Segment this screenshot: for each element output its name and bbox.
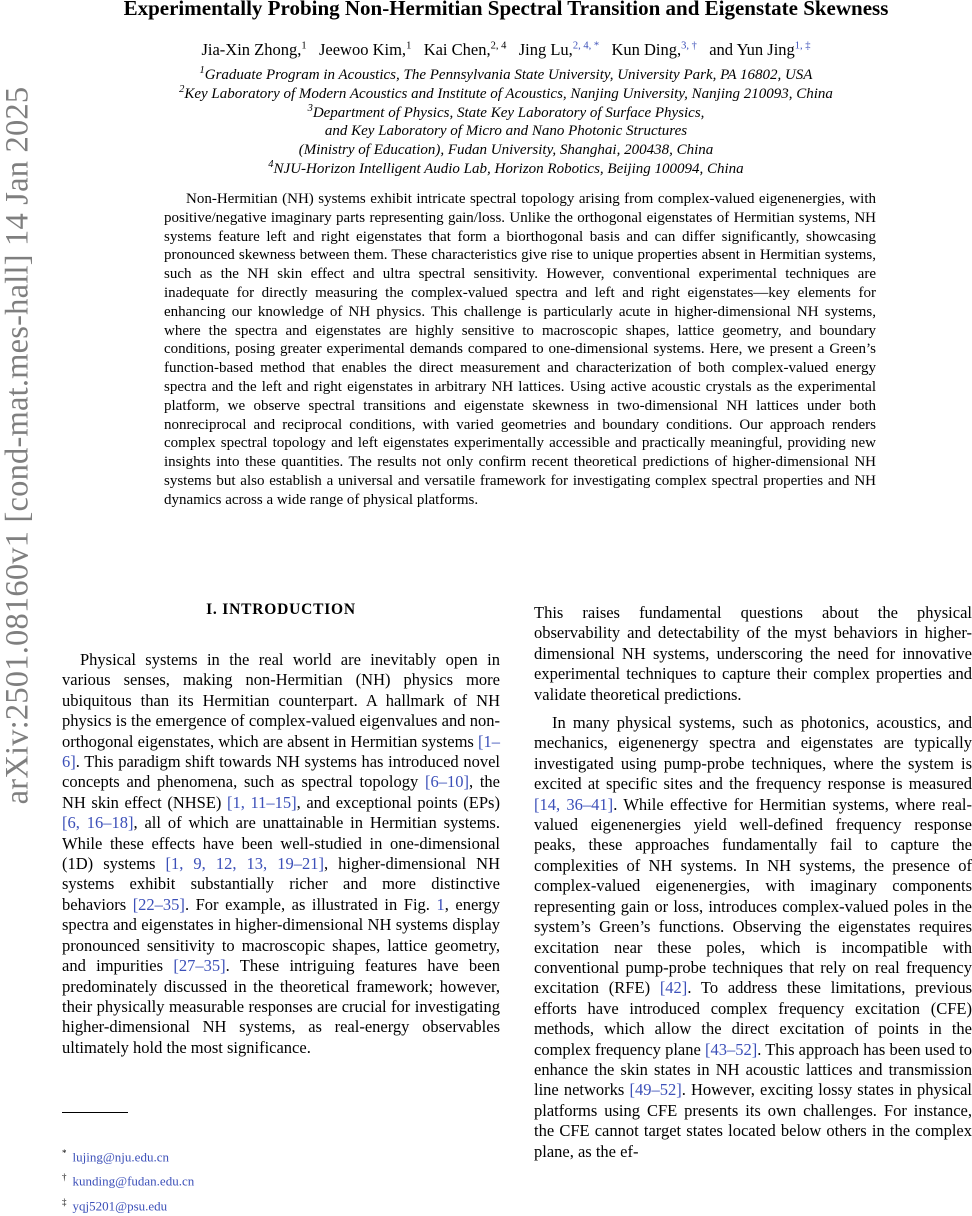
citation-link[interactable]: [49–52] xyxy=(629,1080,682,1100)
email-link[interactable]: yqj5201@psu.edu xyxy=(72,1197,168,1213)
affiliation: $^3$Department of Physics, State Key Laboratory of Surface Physics, xyxy=(307,102,705,121)
text-run: . While effective for Hermitian systems, where real-valued eigenenergies yield well-defined frequency response peaks, these approaches fundamentally fail to capture the complexities of NH systems. In NH systems, the presence of complex-valued eigenenergies, with imaginary components representing gain or loss, introduces complex-valued poles in the system’s Green’s functions. Observing the eigenstates requires excitation near these poles, which is incompatible with conventional pump-probe techniques that rely on real frequency excitation (RFE) xyxy=(534,794,972,998)
author: and Yun Jing$^{1, \ddagger}$ xyxy=(709,40,811,59)
citation-link[interactable]: [42] xyxy=(659,978,688,998)
footnote: † kunding@fudan.edu.cn xyxy=(62,1172,195,1189)
footnote-divider xyxy=(62,1112,128,1113)
text-run: , energy spectra and eigenstates in higher-dimensional NH systems display pronounced sensitivity to macroscopic shapes, lattice geometry, and impurities xyxy=(62,894,500,976)
email-link[interactable]: kunding@fudan.edu.cn xyxy=(72,1173,195,1189)
affiliation: and Key Laboratory of Micro and Nano Photonic Structures xyxy=(324,123,688,140)
affiliation: $^2$Key Laboratory of Modern Acoustics and Institute of Acoustics, Nanjing University, Nanjing 210093, China xyxy=(179,83,833,102)
text-run: , higher-dimensional NH systems exhibit substantially richer and more distinctive behaviors xyxy=(62,854,500,914)
footnote-mark-link[interactable]: 3, † xyxy=(681,40,697,52)
footnote: * lujing@nju.edu.cn xyxy=(62,1148,169,1165)
citation-link[interactable]: 1 xyxy=(436,894,445,914)
abstract: Non-Hermitian (NH) systems exhibit intricate spectral topology arising from complex-valued eigenenergies, with positive/negative imaginary parts representing gain/loss. Unlike the orthogonal eigenstates of Hermitian systems, NH systems feature left and right eigenstates that form a biorthogonal basis and can differ significantly, showcasing pronounced skewness between them. These characteristics give rise to unique properties absent in Hermitian systems, such as the NH skin effect and ultra spectral sensitivity. However, conventional experimental techniques are inadequate for directly measuring the complex-valued spectra and left and right eigenstates—key elements for enhancing our knowledge of NH physics. This challenge is particularly acute in higher-dimensional NH systems, where the spectra and eigenstates are highly sensitive to macroscopic shapes, lattice geometry, and boundary conditions, posing greater experimental demands compared to one-dimensional systems. Here, we present a Green’s function-based method that enables the direct measurement and characterization of both complex-valued energy spectra and the left and right eigenstates in arbitrary NH lattices. Using active acoustic crystals as the experimental platform, we observe spectral transitions and eigenstate skewness in two-dimensional NH lattices under both nonreciprocal and reciprocal conditions, with varied geometries and boundary conditions. Our approach renders complex spectral topology and left eigenstates experimentally accessible and practically meaningful, providing new insights into these quantities. The results not only confirm recent theoretical predictions of higher-dimensional NH systems but also establish a universal and versatile framework for investigating complex spectral properties and NH dynamics across a wide range of physical platforms. xyxy=(164,191,876,508)
author: Kun Ding,$^{3, \dagger}$ xyxy=(611,40,697,59)
arxiv-stamp-text: arXiv:2501.08160v1 [cond-mat.mes-hall] 14 Jan 2025 xyxy=(0,86,36,804)
citation-link[interactable]: [22–35] xyxy=(132,894,185,914)
text-run: . For example, as illustrated in Fig. xyxy=(184,894,437,914)
text-run: . These intriguing features have been predominately discussed in the theoretical framework; however, their physically measurable responses are crucial for investigating higher-dimensional NH systems, as real-energy observables ultimately hold the most significance. xyxy=(62,956,500,1057)
text-run: , the NH skin effect (NHSE) xyxy=(62,772,500,812)
section-heading: I. INTRODUCTION xyxy=(206,601,356,618)
left-column xyxy=(62,600,500,1066)
right-column xyxy=(534,603,972,1170)
citation-link[interactable]: [14, 36–41] xyxy=(534,794,614,814)
author: Jia-Xin Zhong,$^1$ xyxy=(201,40,307,59)
text-run: . However, exciting lossy states in physical platforms using CFE presents its own challenges. For instance, the CFE cannot target states located below others in the complex plane, as the ef- xyxy=(534,1080,972,1161)
citation-link[interactable]: [6–10] xyxy=(424,772,469,792)
citation-link[interactable]: [1, 11–15] xyxy=(227,792,297,812)
footnote: ‡ yqj5201@psu.edu xyxy=(62,1196,168,1213)
body-paragraph xyxy=(534,713,972,1162)
affiliation: (Ministry of Education), Fudan University, Shanghai, 200438, China xyxy=(298,142,714,159)
affiliation: $^1$Graduate Program in Acoustics, The Pennsylvania State University, University Park, PA 16802, USA xyxy=(199,65,813,83)
author-list xyxy=(40,38,972,62)
text-run: . To address these limitations, previous efforts have introduced complex frequency excitation (CFE) methods, which allow the direct excitation of points in the complex frequency plane xyxy=(534,978,972,1059)
affiliation-block xyxy=(40,66,972,179)
text-run: . This approach has been used to enhance the skin states in NH acoustic lattices and transmission line networks xyxy=(534,1039,972,1100)
text-run: , and exceptional points (EPs) xyxy=(296,792,500,812)
citation-link[interactable]: [1, 9, 12, 13, 19–21] xyxy=(165,854,324,874)
citation-link[interactable]: [43–52] xyxy=(704,1039,758,1059)
text-run: In many physical systems, such as photonics, acoustics, and mechanics, eigenenergy spectra and eigenstates are typically investigated using pump-probe techniques, where the system is excited at specific sites and the frequency response is measured xyxy=(534,713,972,794)
author: Kai Chen,$^{2, 4}$ xyxy=(423,40,507,59)
text-run: . This paradigm shift towards NH systems has introduced novel concepts and phenomena, such as spectral topology xyxy=(62,752,500,792)
author: Jing Lu,$^{2, 4, *}$ xyxy=(518,40,600,59)
text-run: , all of which are unattainable in Hermitian systems. While these effects have been well-studied in one-dimensional (1D) systems xyxy=(62,813,500,874)
email-link[interactable]: lujing@nju.edu.cn xyxy=(72,1149,169,1165)
paper-title: Experimentally Probing Non-Hermitian Spectral Transition and Eigenstate Skewness xyxy=(123,0,889,20)
citation-link[interactable]: [6, 16–18] xyxy=(62,813,134,833)
arxiv-identifier-stamp xyxy=(0,86,36,804)
footnote-mark-link[interactable]: 1, ‡ xyxy=(794,40,811,52)
body-paragraph: This raises fundamental questions about the physical observability and detectability of the myst behaviors in higher-dimensional NH systems, underscoring the need for innovative experimental techniques to capture their complex properties and validate theoretical predictions. xyxy=(534,603,972,704)
text-run: Physical systems in the real world are inevitably open in various senses, making non-Hermitian (NH) physics more ubiquitous than its Hermitian counterpart. A hallmark of NH physics is the emergence of complex-valued eigenvalues and non-orthogonal eigenstates, which are absent in Hermitian systems xyxy=(62,650,500,751)
footnote-mark-link[interactable]: 2, 4, * xyxy=(572,40,600,52)
intro-paragraph xyxy=(62,650,500,1058)
footnotes xyxy=(62,1143,362,1216)
citation-link[interactable]: [27–35] xyxy=(173,956,226,976)
author: Jeewoo Kim,$^1$ xyxy=(318,40,412,59)
affiliation: $^4$NJU-Horizon Intelligent Audio Lab, Horizon Robotics, Beijing 100094, China xyxy=(268,158,744,177)
citation-link[interactable]: [1–6] xyxy=(62,731,500,772)
